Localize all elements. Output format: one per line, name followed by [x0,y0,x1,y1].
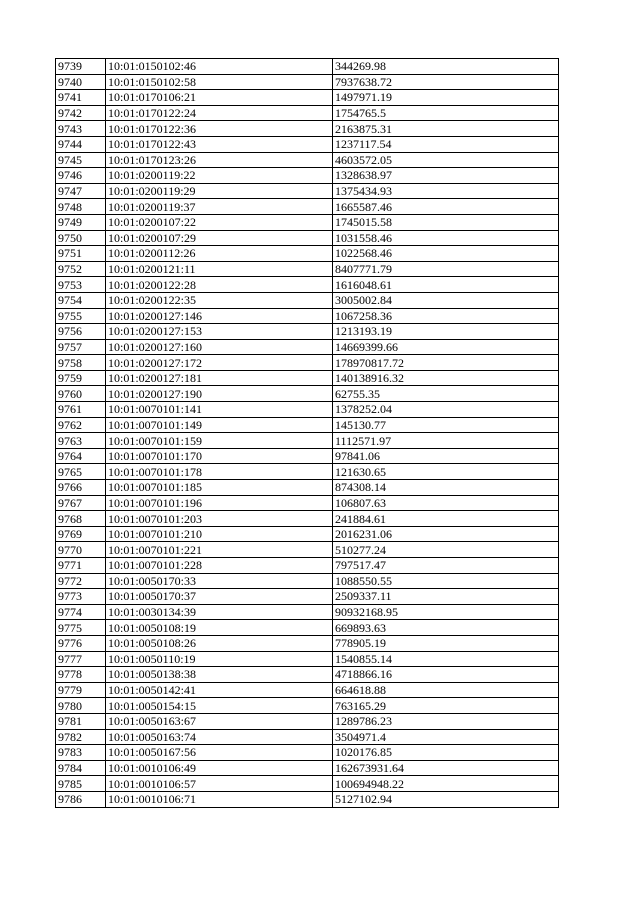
cadastral-number-cell: 10:01:0200127:172 [106,355,333,371]
cadastral-number-cell: 10:01:0200112:26 [106,246,333,262]
row-number-cell: 9767 [56,495,106,511]
table-row [56,526,559,542]
row-number-cell: 9778 [56,667,106,683]
table-row [56,682,559,698]
value-cell: 664618.88 [333,682,559,698]
value-cell: 778905.19 [333,635,559,651]
table-body [56,59,559,808]
table-row [56,667,559,683]
row-number-cell: 9754 [56,292,106,308]
row-number-cell: 9783 [56,745,106,761]
table-row [56,573,559,589]
row-number-cell: 9762 [56,417,106,433]
row-number-cell: 9761 [56,402,106,418]
row-number-cell: 9774 [56,604,106,620]
row-number-cell: 9756 [56,324,106,340]
cadastral-number-cell: 10:01:0070101:196 [106,495,333,511]
value-cell: 1665587.46 [333,199,559,215]
value-cell: 1031558.46 [333,230,559,246]
cadastral-number-cell: 10:01:0200119:37 [106,199,333,215]
table-row [56,168,559,184]
row-number-cell: 9773 [56,589,106,605]
value-cell: 106807.63 [333,495,559,511]
value-cell: 1745015.58 [333,214,559,230]
cadastral-number-cell: 10:01:0050154:15 [106,698,333,714]
row-number-cell: 9765 [56,464,106,480]
cadastral-number-cell: 10:01:0070101:141 [106,402,333,418]
table-row [56,292,559,308]
row-number-cell: 9775 [56,620,106,636]
value-cell: 1237117.54 [333,136,559,152]
table-row [56,59,559,75]
cadastral-number-cell: 10:01:0200127:160 [106,339,333,355]
row-number-cell: 9750 [56,230,106,246]
row-number-cell: 9752 [56,261,106,277]
row-number-cell: 9768 [56,511,106,527]
value-cell: 1616048.61 [333,277,559,293]
table-row [56,589,559,605]
cadastral-number-cell: 10:01:0070101:185 [106,480,333,496]
cadastral-number-cell: 10:01:0070101:159 [106,433,333,449]
table-row [56,386,559,402]
cadastral-number-cell: 10:01:0200127:146 [106,308,333,324]
value-cell: 2016231.06 [333,526,559,542]
row-number-cell: 9739 [56,59,106,75]
table-row [56,246,559,262]
cadastral-number-cell: 10:01:0070101:210 [106,526,333,542]
cadastral-number-cell: 10:01:0050142:41 [106,682,333,698]
cadastral-number-cell: 10:01:0170106:21 [106,90,333,106]
value-cell: 121630.65 [333,464,559,480]
table-row [56,464,559,480]
table-row [56,651,559,667]
cadastral-number-cell: 10:01:0050110:19 [106,651,333,667]
table-row [56,698,559,714]
value-cell: 1497971.19 [333,90,559,106]
table-row [56,90,559,106]
value-cell: 4603572.05 [333,152,559,168]
row-number-cell: 9740 [56,74,106,90]
value-cell: 140138916.32 [333,370,559,386]
value-cell: 1088550.55 [333,573,559,589]
cadastral-number-cell: 10:01:0070101:149 [106,417,333,433]
value-cell: 1213193.19 [333,324,559,340]
value-cell: 162673931.64 [333,760,559,776]
table-row [56,105,559,121]
table-row [56,214,559,230]
table-row [56,355,559,371]
table-row [56,791,559,807]
value-cell: 1754765.5 [333,105,559,121]
cadastral-number-cell: 10:01:0050170:37 [106,589,333,605]
row-number-cell: 9744 [56,136,106,152]
cadastral-number-cell: 10:01:0150102:46 [106,59,333,75]
table-row [56,495,559,511]
table-row [56,370,559,386]
cadastral-number-cell: 10:01:0170122:36 [106,121,333,137]
value-cell: 510277.24 [333,542,559,558]
row-number-cell: 9781 [56,713,106,729]
value-cell: 8407771.79 [333,261,559,277]
value-cell: 874308.14 [333,480,559,496]
cadastral-number-cell: 10:01:0200107:29 [106,230,333,246]
table-row [56,183,559,199]
row-number-cell: 9745 [56,152,106,168]
table-row [56,417,559,433]
value-cell: 344269.98 [333,59,559,75]
value-cell: 3504971.4 [333,729,559,745]
row-number-cell: 9743 [56,121,106,137]
row-number-cell: 9751 [56,246,106,262]
cadastral-number-cell: 10:01:0150102:58 [106,74,333,90]
table-row [56,542,559,558]
value-cell: 241884.61 [333,511,559,527]
row-number-cell: 9763 [56,433,106,449]
row-number-cell: 9746 [56,168,106,184]
table-row [56,776,559,792]
table-row [56,480,559,496]
value-cell: 7937638.72 [333,74,559,90]
row-number-cell: 9757 [56,339,106,355]
table-row [56,261,559,277]
cadastral-number-cell: 10:01:0030134:39 [106,604,333,620]
value-cell: 97841.06 [333,448,559,464]
value-cell: 763165.29 [333,698,559,714]
row-number-cell: 9758 [56,355,106,371]
value-cell: 14669399.66 [333,339,559,355]
table-row [56,308,559,324]
cadastral-number-cell: 10:01:0050138:38 [106,667,333,683]
cadastral-number-cell: 10:01:0170122:43 [106,136,333,152]
cadastral-number-cell: 10:01:0200121:11 [106,261,333,277]
row-number-cell: 9777 [56,651,106,667]
cadastral-number-cell: 10:01:0050167:56 [106,745,333,761]
table-row [56,620,559,636]
table-row [56,277,559,293]
row-number-cell: 9759 [56,370,106,386]
table-row [56,511,559,527]
table-row [56,230,559,246]
data-table [55,58,559,808]
table-row [56,121,559,137]
cadastral-number-cell: 10:01:0200119:22 [106,168,333,184]
value-cell: 797517.47 [333,558,559,574]
row-number-cell: 9770 [56,542,106,558]
table-row [56,324,559,340]
row-number-cell: 9755 [56,308,106,324]
table-row [56,402,559,418]
table-row [56,199,559,215]
table-row [56,604,559,620]
value-cell: 1022568.46 [333,246,559,262]
cadastral-number-cell: 10:01:0200107:22 [106,214,333,230]
cadastral-number-cell: 10:01:0200122:35 [106,292,333,308]
row-number-cell: 9769 [56,526,106,542]
cadastral-number-cell: 10:01:0010106:57 [106,776,333,792]
value-cell: 2163875.31 [333,121,559,137]
table-row [56,760,559,776]
row-number-cell: 9747 [56,183,106,199]
row-number-cell: 9748 [56,199,106,215]
value-cell: 178970817.72 [333,355,559,371]
value-cell: 62755.35 [333,386,559,402]
row-number-cell: 9766 [56,480,106,496]
table-row [56,433,559,449]
cadastral-number-cell: 10:01:0050170:33 [106,573,333,589]
cadastral-number-cell: 10:01:0010106:49 [106,760,333,776]
cadastral-number-cell: 10:01:0170123:26 [106,152,333,168]
row-number-cell: 9776 [56,635,106,651]
row-number-cell: 9764 [56,448,106,464]
cadastral-number-cell: 10:01:0200127:153 [106,324,333,340]
cadastral-number-cell: 10:01:0070101:178 [106,464,333,480]
table-row [56,635,559,651]
value-cell: 5127102.94 [333,791,559,807]
row-number-cell: 9786 [56,791,106,807]
table-row [56,729,559,745]
table-row [56,152,559,168]
value-cell: 2509337.11 [333,589,559,605]
cadastral-number-cell: 10:01:0070101:170 [106,448,333,464]
table-row [56,136,559,152]
row-number-cell: 9760 [56,386,106,402]
cadastral-number-cell: 10:01:0070101:203 [106,511,333,527]
row-number-cell: 9741 [56,90,106,106]
value-cell: 145130.77 [333,417,559,433]
row-number-cell: 9771 [56,558,106,574]
row-number-cell: 9749 [56,214,106,230]
row-number-cell: 9779 [56,682,106,698]
cadastral-number-cell: 10:01:0050108:26 [106,635,333,651]
value-cell: 1378252.04 [333,402,559,418]
value-cell: 1540855.14 [333,651,559,667]
cadastral-number-cell: 10:01:0050163:67 [106,713,333,729]
row-number-cell: 9753 [56,277,106,293]
cadastral-number-cell: 10:01:0200127:181 [106,370,333,386]
value-cell: 1375434.93 [333,183,559,199]
cadastral-number-cell: 10:01:0200119:29 [106,183,333,199]
row-number-cell: 9782 [56,729,106,745]
cadastral-number-cell: 10:01:0170122:24 [106,105,333,121]
cadastral-number-cell: 10:01:0200122:28 [106,277,333,293]
table-row [56,74,559,90]
cadastral-number-cell: 10:01:0070101:221 [106,542,333,558]
value-cell: 90932168.95 [333,604,559,620]
value-cell: 1067258.36 [333,308,559,324]
cadastral-number-cell: 10:01:0010106:71 [106,791,333,807]
value-cell: 1328638.97 [333,168,559,184]
row-number-cell: 9742 [56,105,106,121]
cadastral-number-cell: 10:01:0050108:19 [106,620,333,636]
value-cell: 1020176.85 [333,745,559,761]
table-row [56,745,559,761]
table-row [56,558,559,574]
value-cell: 100694948.22 [333,776,559,792]
value-cell: 669893.63 [333,620,559,636]
table-row [56,713,559,729]
value-cell: 1112571.97 [333,433,559,449]
value-cell: 4718866.16 [333,667,559,683]
cadastral-number-cell: 10:01:0200127:190 [106,386,333,402]
cadastral-number-cell: 10:01:0070101:228 [106,558,333,574]
cadastral-number-cell: 10:01:0050163:74 [106,729,333,745]
table-row [56,448,559,464]
row-number-cell: 9780 [56,698,106,714]
row-number-cell: 9785 [56,776,106,792]
value-cell: 1289786.23 [333,713,559,729]
value-cell: 3005002.84 [333,292,559,308]
table-row [56,339,559,355]
row-number-cell: 9784 [56,760,106,776]
row-number-cell: 9772 [56,573,106,589]
